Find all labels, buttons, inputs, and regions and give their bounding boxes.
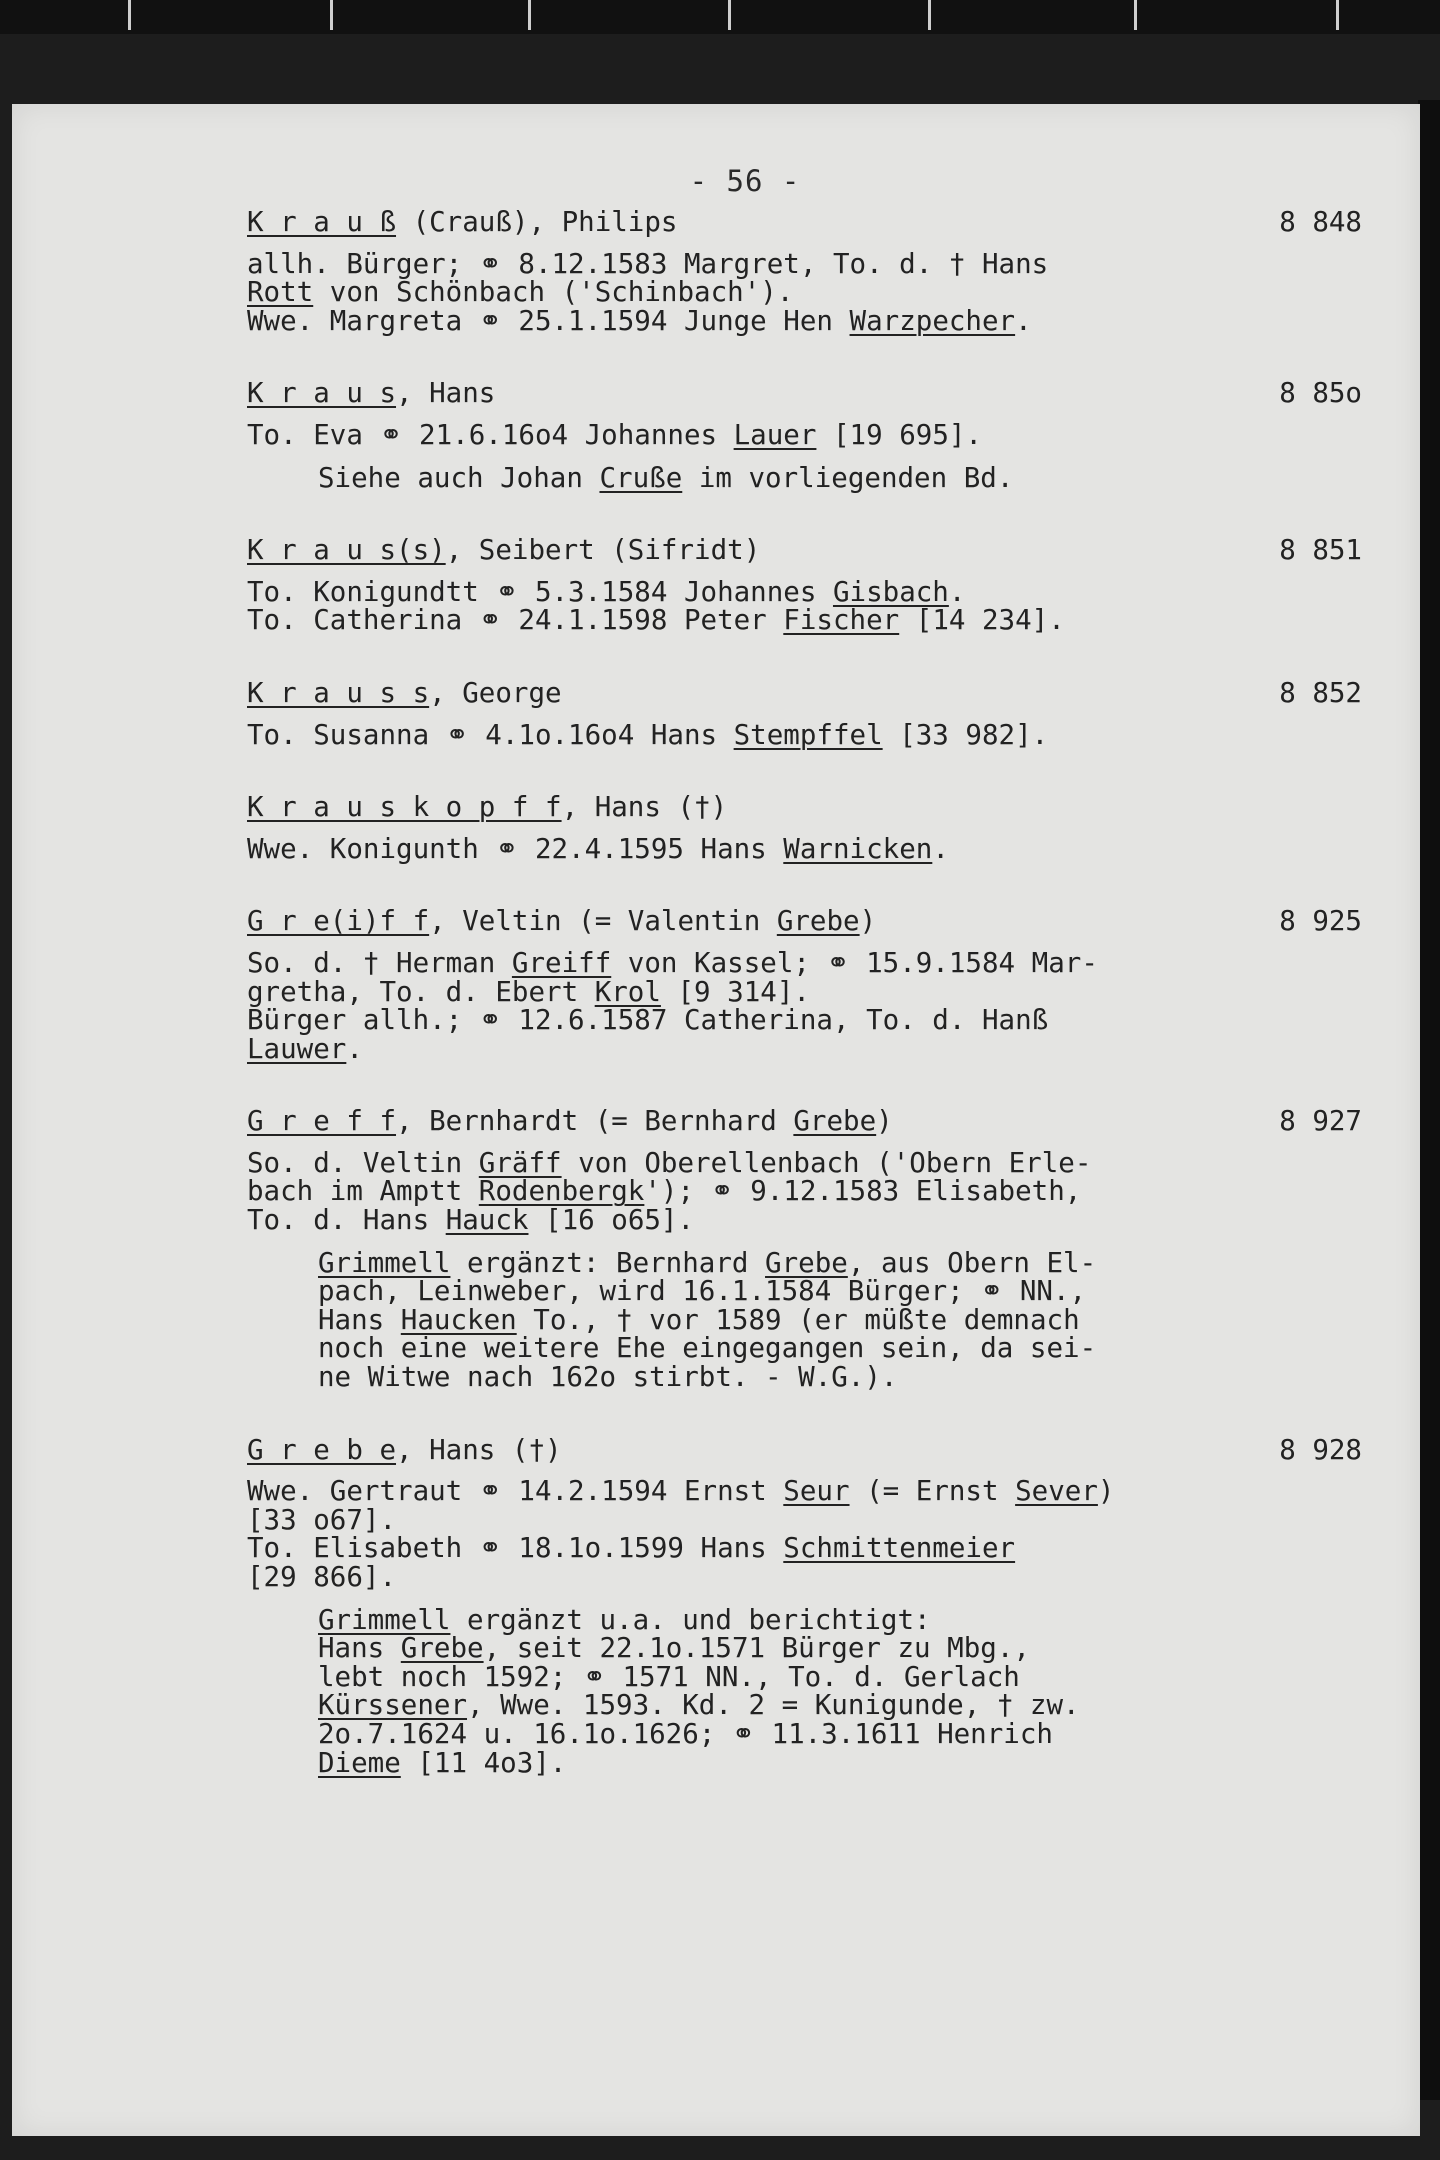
text-segment: [33 982].: [882, 718, 1049, 751]
underlined-name: G r e b e: [247, 1433, 397, 1466]
underlined-name: Gisbach: [832, 575, 949, 608]
text-segment: [11 4o3].: [400, 1746, 567, 1779]
entry-heading: [247, 907, 1367, 936]
text-segment: , seit 22.1o.1571 Bürger zu Mbg.,: [483, 1632, 1030, 1665]
entry-number: 8 85o: [1279, 377, 1362, 410]
entry-line: [247, 1563, 1367, 1592]
text-segment: im vorliegenden Bd.: [682, 461, 1014, 494]
underlined-name: Hauck: [445, 1204, 529, 1237]
entry-line: [247, 1146, 1367, 1179]
text-segment: ergänzt: Bernhard: [450, 1246, 766, 1279]
entry-line: [247, 1503, 1367, 1536]
text-segment: [33 o67].: [247, 1503, 397, 1536]
entry-heading: [247, 208, 1367, 237]
entry-line: [247, 418, 1367, 451]
underlined-name: Warzpecher: [849, 304, 1016, 337]
text-segment: Wwe. Gertraut ⚭ 14.2.1594 Ernst: [247, 1475, 784, 1508]
register-entry: [247, 793, 1367, 863]
note-line: [318, 1634, 1367, 1663]
register-entry: [247, 536, 1367, 635]
text-segment: , Wwe. 1593. Kd. 2 = Kunigunde, † zw.: [467, 1689, 1080, 1722]
note-line: [318, 1277, 1367, 1306]
register-entry: [247, 208, 1367, 335]
text-segment: Wwe. Konigunth ⚭ 22.4.1595 Hans: [247, 832, 784, 865]
ruler-tick: [728, 0, 731, 30]
text-segment: ): [876, 1105, 893, 1138]
entry-line: [247, 278, 1367, 307]
underlined-name: K r a u s k o p f f: [247, 791, 562, 824]
text-segment: bach im Amptt: [247, 1175, 479, 1208]
text-segment: To. Konigundtt ⚭ 5.3.1584 Johannes: [247, 575, 833, 608]
entry-line: [247, 1534, 1367, 1563]
entry-line: [247, 718, 1367, 751]
text-segment: [9 314].: [660, 975, 810, 1008]
text-segment: Hans: [318, 1303, 401, 1336]
note-line: [318, 1246, 1367, 1279]
entry-heading: [247, 536, 1367, 565]
entry-line: [247, 575, 1367, 608]
entry-note: [318, 1603, 1367, 1779]
text-segment: '); ⚭ 9.12.1583 Elisabeth,: [644, 1175, 1082, 1208]
entry-heading: [247, 676, 1367, 709]
underlined-name: Grebe: [793, 1105, 877, 1138]
scanner-top-strip: [0, 0, 1440, 34]
entry-note: [318, 461, 1367, 494]
entry-heading: [247, 1433, 1367, 1466]
underlined-name: Gräff: [478, 1146, 562, 1179]
entry-line: [247, 946, 1367, 979]
entry-note: [318, 1246, 1367, 1394]
entry-line: [247, 1032, 1367, 1065]
page-number: - 56 -: [689, 164, 801, 198]
note-line: [318, 1363, 1367, 1392]
underlined-name: Haucken: [400, 1303, 517, 1336]
text-segment: , Seibert (Sifridt): [445, 534, 761, 567]
text-segment: Bürger allh.; ⚭ 12.6.1587 Catherina, To. d. Hanß: [247, 1004, 1049, 1037]
note-line: [318, 1717, 1367, 1750]
register-entry: [247, 676, 1367, 751]
entry-line: [247, 304, 1367, 337]
text-segment: So. d. Veltin: [247, 1146, 479, 1179]
entry-line: [247, 247, 1367, 280]
note-line: [318, 461, 1367, 494]
underlined-name: Grimmell: [318, 1603, 451, 1636]
note-line: [318, 1303, 1367, 1336]
entry-number: 8 852: [1279, 676, 1362, 709]
text-segment: von Schönbach ('Schinbach').: [313, 276, 794, 309]
entry-title: [247, 907, 876, 936]
text-segment: To. d. Hans: [247, 1204, 446, 1237]
text-segment: , aus Obern El-: [847, 1246, 1097, 1279]
text-segment: (Crauß), Philips: [396, 206, 678, 238]
underlined-name: Dieme: [318, 1746, 401, 1779]
text-segment: To. Eva ⚭ 21.6.16o4 Johannes: [247, 418, 734, 451]
text-segment: ): [859, 905, 877, 938]
text-segment: lebt noch 1592; ⚭ 1571 NN., To. d. Gerlach: [318, 1660, 1020, 1693]
text-segment: , Hans: [396, 377, 496, 410]
entry-number: [1362, 793, 1367, 822]
text-segment: [19 695].: [816, 418, 982, 451]
entry-line: [247, 606, 1367, 635]
entry-title: [247, 536, 760, 565]
underlined-name: Warnicken: [783, 832, 933, 865]
underlined-name: Cruße: [599, 461, 683, 494]
ruler-tick: [1134, 0, 1137, 30]
text-segment: To. Susanna ⚭ 4.1o.16o4 Hans: [247, 718, 734, 751]
underlined-name: Schmittenmeier: [783, 1532, 1016, 1565]
note-line: [318, 1334, 1367, 1363]
text-segment: , Hans (†): [561, 791, 728, 824]
text-segment: [14 234].: [899, 604, 1065, 637]
text-segment: allh. Bürger; ⚭ 8.12.1583 Margret, To. d. † Hans: [247, 247, 1049, 280]
entries-list: [247, 208, 1367, 1821]
text-segment: .: [346, 1032, 363, 1065]
entry-number: 8 928: [1279, 1433, 1362, 1466]
entry-number: 8 925: [1279, 905, 1362, 938]
text-segment: [16 o65].: [528, 1204, 695, 1237]
text-segment: ergänzt u.a. und berichtigt:: [450, 1603, 931, 1636]
underlined-name: Krol: [594, 975, 661, 1008]
underlined-name: Grebe: [776, 905, 860, 938]
underlined-name: Sever: [1015, 1475, 1098, 1508]
entry-line: [247, 1177, 1367, 1206]
text-segment: .: [948, 575, 966, 608]
entry-line: [247, 832, 1367, 865]
entry-heading: [247, 379, 1367, 408]
ruler-tick: [528, 0, 531, 30]
entry-number: 8 851: [1279, 534, 1362, 567]
text-segment: , George: [429, 676, 562, 709]
note-line: [318, 1746, 1367, 1779]
underlined-name: Kürssener: [318, 1689, 468, 1722]
entry-heading: [247, 1107, 1367, 1136]
text-segment: , Bernhardt (= Bernhard: [396, 1105, 794, 1138]
text-segment: So. d. † Herman: [247, 946, 512, 979]
entry-line: [247, 1006, 1367, 1035]
text-segment: Siehe auch Johan: [318, 461, 600, 494]
underlined-name: Lauer: [733, 418, 817, 451]
ruler-tick: [928, 0, 931, 30]
underlined-name: Grebe: [400, 1632, 484, 1665]
underlined-name: Stempffel: [733, 718, 883, 751]
entry-line: [247, 1477, 1367, 1506]
note-line: [318, 1691, 1367, 1720]
entry-title: [247, 793, 727, 822]
underlined-name: K r a u ß: [247, 206, 397, 238]
text-segment: To., † vor 1589 (er müßte demnach: [516, 1303, 1080, 1336]
text-segment: (= Ernst: [849, 1475, 1016, 1508]
underlined-name: K r a u s: [247, 377, 397, 410]
text-segment: pach, Leinweber, wird 16.1.1584 Bürger; ⚭ NN.,: [318, 1275, 1087, 1308]
register-entry: [247, 1105, 1367, 1394]
underlined-name: Grimmell: [318, 1246, 451, 1279]
text-segment: To. Catherina ⚭ 24.1.1598 Peter: [247, 604, 784, 637]
entry-number: 8 927: [1279, 1105, 1362, 1138]
underlined-name: Rott: [247, 276, 314, 309]
register-entry: [247, 1433, 1367, 1779]
entry-title: [247, 208, 677, 237]
text-segment: von Oberellenbach ('Obern Erle-: [561, 1146, 1092, 1179]
text-segment: .: [1015, 304, 1032, 337]
text-segment: ne Witwe nach 162o stirbt. - W.G.).: [318, 1361, 898, 1394]
underlined-name: G r e(i)f f: [247, 905, 430, 938]
underlined-name: G r e f f: [247, 1105, 397, 1138]
entry-title: [247, 1433, 562, 1466]
text-segment: , Veltin (= Valentin: [429, 905, 777, 938]
underlined-name: Rodenbergk: [478, 1175, 645, 1208]
ruler-tick: [128, 0, 131, 30]
text-segment: To. Elisabeth ⚭ 18.1o.1599 Hans: [247, 1532, 784, 1565]
entry-number: 8 848: [1279, 206, 1362, 238]
entry-heading: [247, 793, 1367, 822]
text-segment: gretha, To. d. Ebert: [247, 975, 595, 1008]
underlined-name: Grebe: [765, 1246, 848, 1279]
text-segment: [29 866].: [247, 1561, 397, 1593]
note-line: [318, 1660, 1367, 1693]
underlined-name: Fischer: [783, 604, 900, 637]
underlined-name: Greiff: [511, 946, 612, 979]
scan-edge-shadow: [1418, 100, 1440, 2100]
entry-line: [247, 1206, 1367, 1235]
text-segment: ): [1097, 1475, 1115, 1508]
text-segment: .: [932, 832, 949, 865]
entry-title: [247, 379, 495, 408]
ruler-tick: [1336, 0, 1339, 30]
text-segment: von Kassel; ⚭ 15.9.1584 Mar-: [611, 946, 1098, 979]
underlined-name: K r a u s(s): [247, 534, 446, 567]
ruler-tick: [330, 0, 333, 30]
entry-title: [247, 676, 562, 709]
text-segment: , Hans (†): [396, 1433, 562, 1466]
register-entry: [247, 907, 1367, 1063]
text-segment: Wwe. Margreta ⚭ 25.1.1594 Junge Hen: [247, 304, 850, 337]
underlined-name: Seur: [783, 1475, 850, 1508]
text-segment: 2o.7.1624 u. 16.1o.1626; ⚭ 11.3.1611 Henrich: [318, 1717, 1053, 1750]
entry-title: [247, 1107, 893, 1136]
text-segment: noch eine weitere Ehe eingegangen sein, da sei-: [318, 1332, 1097, 1365]
register-entry: [247, 379, 1367, 492]
underlined-name: K r a u s s: [247, 676, 430, 709]
text-segment: Hans: [318, 1632, 401, 1665]
note-line: [318, 1603, 1367, 1636]
underlined-name: Lauwer: [247, 1032, 347, 1065]
entry-line: [247, 975, 1367, 1008]
